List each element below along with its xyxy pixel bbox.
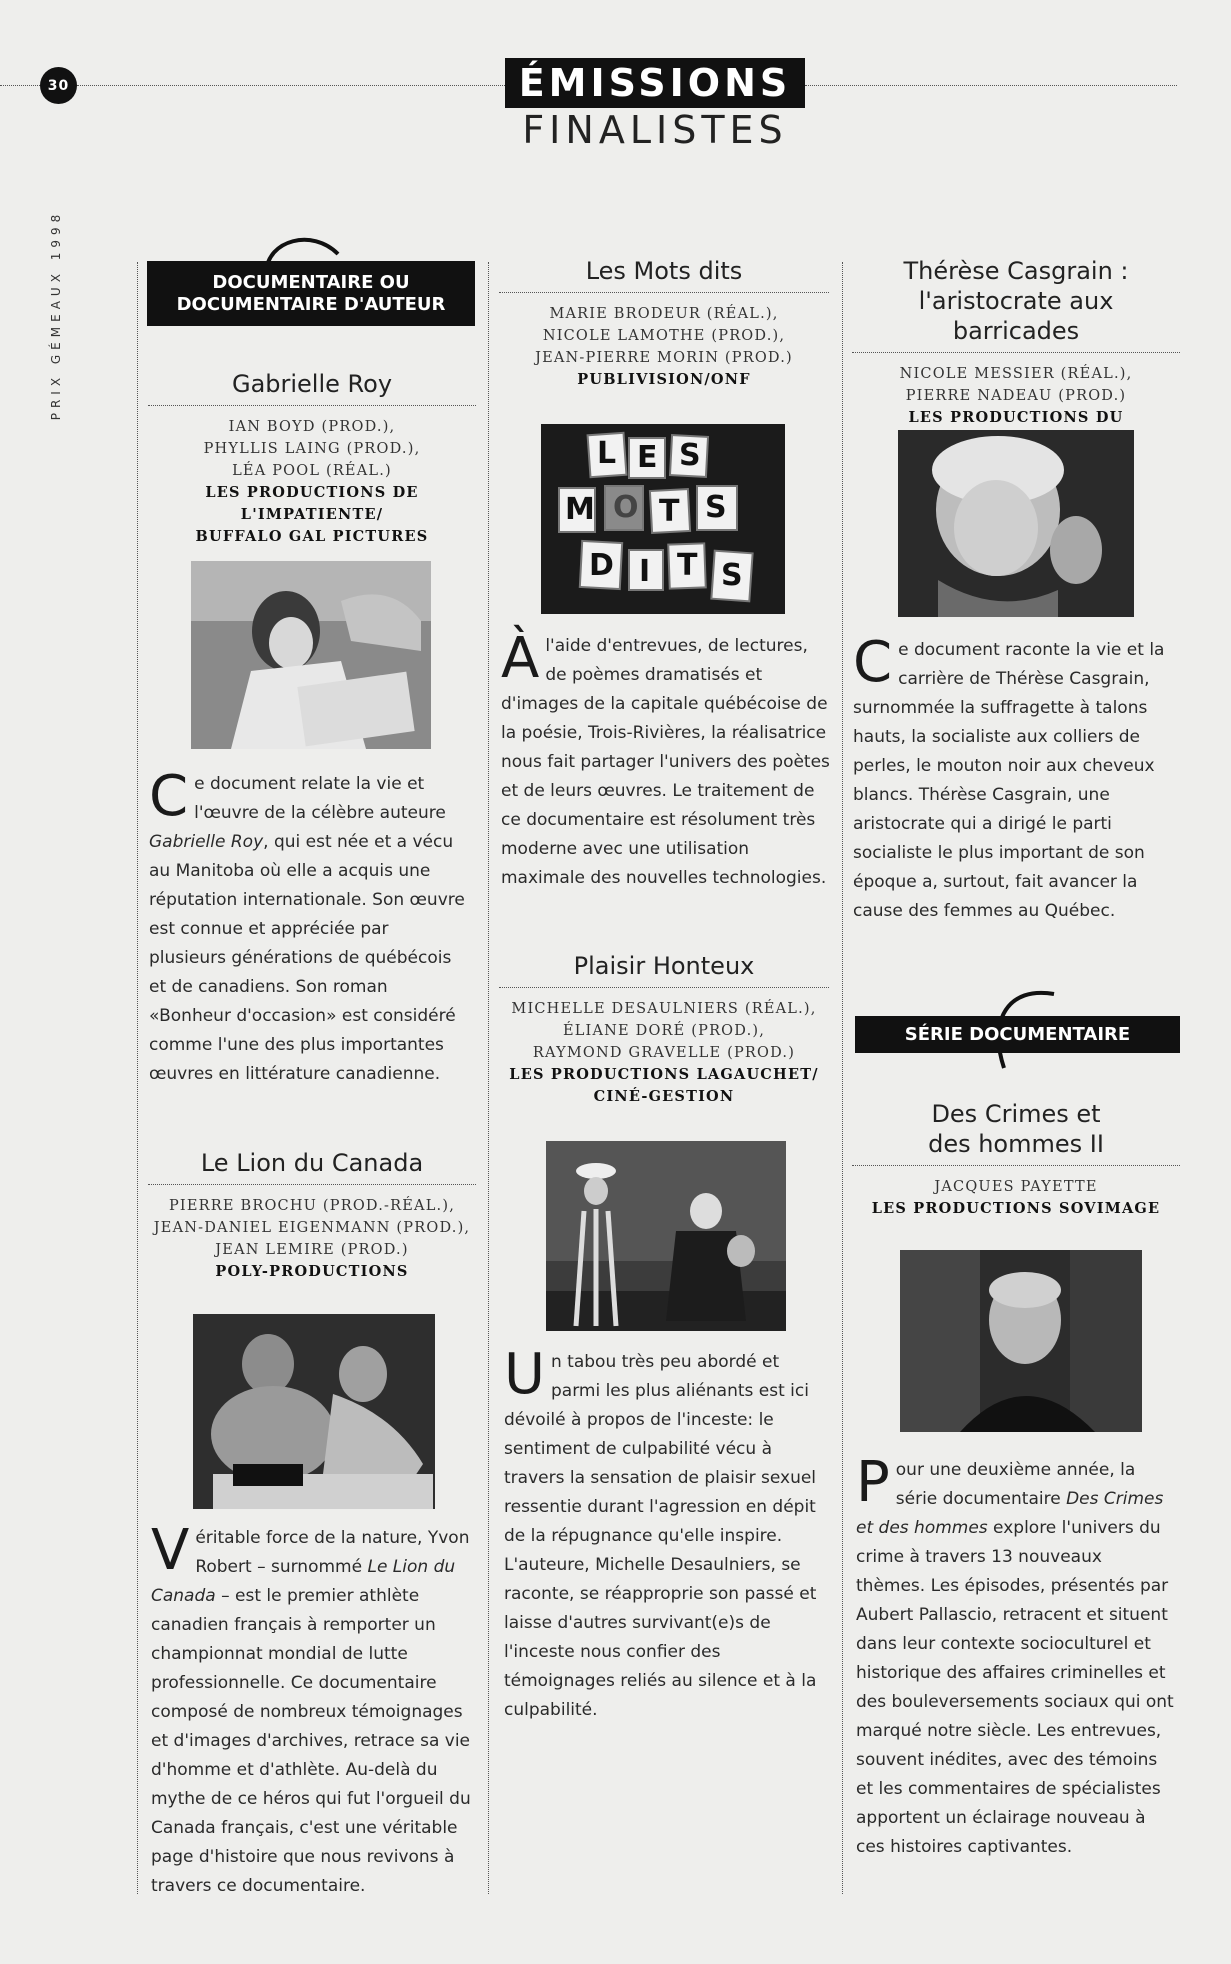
credit-line: NICOLE LAMOTHE (PROD.), bbox=[542, 328, 786, 344]
entry-plaisir-honteux bbox=[499, 951, 829, 1108]
page-number: 30 bbox=[40, 67, 77, 104]
body-gabrielle-roy bbox=[149, 764, 469, 1089]
entry-title: Les Mots dits bbox=[585, 257, 743, 285]
logo-letter: T bbox=[659, 494, 680, 529]
logo-letter: T bbox=[677, 548, 698, 583]
body-text-part: e document relate la vie et l'œuvre de la célèbre auteure bbox=[194, 774, 446, 823]
body-text-part: explore l'univers du crime à travers 13 nouveaux thèmes. Les épisodes, présentés par Aubert Pallascio, retracent et situent dans leur contexte socioculturel et historique des affaires criminelles et des bouleversements sociaux qui ont marqué notre siècle. Les entrevues, souvent inédites, avec des témoins et les commentaires de spécialistes apportent un éclairage nouveau à ces histoires captivantes. bbox=[856, 1518, 1174, 1857]
drop-cap: À bbox=[501, 626, 540, 691]
entry-le-lion-du-canada bbox=[148, 1148, 476, 1283]
credit-line: NICOLE MESSIER (RÉAL.), bbox=[899, 366, 1133, 382]
company-line: CINÉ-GESTION bbox=[593, 1088, 735, 1105]
body-text: l'aide d'entrevues, de lectures, de poèmes dramatisés et d'images de la capitale québécoise de la poésie, Trois-Rivières, la réalisatrice nous fait partager l'univers des poètes et de leurs œuvres. Le traitement de ce documentaire est résolument très moderne avec une utilisation maximale des nouvelles technologies. bbox=[501, 636, 830, 888]
entry-title-line1: Des Crimes et bbox=[931, 1100, 1101, 1128]
photo-les-mots-dits bbox=[541, 424, 785, 614]
body-plaisir-honteux bbox=[504, 1342, 830, 1725]
drop-cap: U bbox=[504, 1342, 545, 1407]
credit-line: MARIE BRODEUR (RÉAL.), bbox=[549, 306, 779, 322]
photo-therese-casgrain bbox=[898, 430, 1134, 617]
body-les-mots-dits bbox=[501, 626, 831, 893]
body-text-part: , qui est née et a vécu au Manitoba où elle a acquis une réputation internationale. Son œuvre est connue et appréciée par plusieurs générations de québécois et de canadiens. Son roman «Bonheur d'occasion» est considéré comme l'une des plus importantes œuvres en littérature canadienne. bbox=[149, 832, 465, 1084]
top-rule-middle bbox=[77, 85, 505, 86]
body-le-lion-du-canada bbox=[151, 1518, 471, 1901]
credit-line: JEAN LEMIRE (PROD.) bbox=[215, 1242, 409, 1258]
entry-rule bbox=[852, 1165, 1180, 1166]
credit-line: JACQUES PAYETTE bbox=[934, 1179, 1098, 1195]
entry-les-mots-dits bbox=[499, 256, 829, 391]
entry-title: Plaisir Honteux bbox=[573, 952, 755, 980]
body-text: e document raconte la vie et la carrière de Thérèse Casgrain, surnommée la suffragette à talons hauts, la socialiste aux colliers de perles, le mouton noir aux cheveux blancs. Thérèse Casgrain, une aristocrate qui a dirigé le parti socialiste le plus important de son époque a, surtout, fait avancer la cause des femmes au Québec. bbox=[853, 640, 1165, 921]
credit-line: PIERRE BROCHU (PROD.-RÉAL.), bbox=[168, 1198, 456, 1214]
logo-letter: O bbox=[613, 490, 639, 525]
entry-rule bbox=[852, 352, 1180, 353]
body-text-emphasis: Le Lion du Canada bbox=[151, 1557, 456, 1606]
logo-letter: S bbox=[721, 558, 743, 593]
body-text-part: our une deuxième année, la série documentaire bbox=[895, 1460, 1136, 1509]
entry-title-line2: l'aristocrate aux barricades bbox=[918, 287, 1114, 345]
photo-des-crimes-et-des-hommes bbox=[900, 1250, 1142, 1432]
top-rule-left bbox=[0, 85, 40, 86]
entry-rule bbox=[499, 987, 829, 988]
side-label-text: PRIX GÉMEAUX 1998 bbox=[49, 209, 63, 421]
entry-title-line1: Thérèse Casgrain : bbox=[903, 257, 1129, 285]
credit-line: LÉA POOL (RÉAL.) bbox=[232, 463, 392, 479]
credit-line: IAN BOYD (PROD.), bbox=[228, 419, 396, 435]
credit-line: RAYMOND GRAVELLE (PROD.) bbox=[532, 1045, 796, 1061]
column-divider-middle-left bbox=[488, 262, 489, 1894]
body-text: n tabou très peu abordé et parmi les plus aliénants est ici dévoilé à propos de l'inceste: le sentiment de culpabilité vécu à travers la sensation de plaisir sexuel ressentie durant l'agression en dépit de la répugnance qu'elle inspire. L'auteure, Michelle Desaulniers, se raconte, se réapproprie son passé et laisse d'autres survivant(e)s de l'inceste nous confier des témoignages reliés au silence et à la culpabilité. bbox=[504, 1352, 817, 1720]
page-title-line1: ÉMISSIONS bbox=[505, 58, 806, 108]
company-line: BUFFALO GAL PICTURES bbox=[195, 528, 429, 545]
section-label-line1: DOCUMENTAIRE OU bbox=[212, 271, 410, 293]
company-line: PUBLIVISION/ONF bbox=[577, 371, 751, 388]
logo-letter: S bbox=[679, 438, 701, 473]
body-text-part: – est le premier athlète canadien français à remporter un championnat mondial de lutte professionnelle. Ce documentaire composé de nombreux témoignages et d'images d'archives, retrace sa vie d'homme et d'athlète. Au-delà du mythe de ce héros qui fut l'orgueil du Canada français, c'est une véritable page d'histoire que nous revivons à travers ce documentaire. bbox=[151, 1586, 471, 1896]
body-text-emphasis: Des Crimes et des hommes bbox=[856, 1489, 1164, 1538]
logo-letter: E bbox=[637, 440, 658, 475]
drop-cap: C bbox=[853, 630, 893, 695]
credit-line: PHYLLIS LAING (PROD.), bbox=[203, 441, 421, 457]
company-line: POLY-PRODUCTIONS bbox=[215, 1263, 409, 1280]
logo-letter: L bbox=[597, 436, 617, 471]
section-label-series bbox=[855, 1016, 1180, 1053]
logo-letter: I bbox=[639, 554, 651, 589]
photo-gabrielle-roy bbox=[191, 561, 431, 749]
entry-rule bbox=[148, 1184, 476, 1185]
drop-cap: V bbox=[151, 1518, 190, 1583]
side-label bbox=[45, 200, 67, 430]
column-divider-middle-right bbox=[842, 262, 843, 1894]
page-title bbox=[500, 58, 810, 154]
body-des-crimes-et-des-hommes bbox=[856, 1450, 1176, 1862]
photo-plaisir-honteux bbox=[546, 1141, 786, 1331]
section-label-documentary bbox=[147, 261, 475, 326]
credit-line: PIERRE NADEAU (PROD.) bbox=[905, 388, 1127, 404]
top-rule-right bbox=[805, 85, 1177, 86]
entry-des-crimes-et-des-hommes bbox=[852, 1099, 1180, 1220]
body-text-emphasis: Gabrielle Roy bbox=[149, 832, 264, 852]
entry-gabrielle-roy bbox=[148, 369, 476, 548]
photo-le-lion-du-canada bbox=[193, 1314, 435, 1509]
logo-letter: D bbox=[589, 548, 614, 583]
column-divider-left bbox=[137, 262, 138, 1894]
drop-cap: P bbox=[856, 1450, 890, 1515]
entry-therese-casgrain bbox=[852, 256, 1180, 451]
page-title-line2: FINALISTES bbox=[522, 108, 788, 152]
entry-title-line2: des hommes II bbox=[928, 1130, 1104, 1158]
entry-rule bbox=[148, 405, 476, 406]
logo-letter: M bbox=[565, 492, 595, 527]
credit-line: JEAN-DANIEL EIGENMANN (PROD.), bbox=[153, 1220, 471, 1236]
credit-line: ÉLIANE DORÉ (PROD.), bbox=[562, 1023, 766, 1039]
drop-cap: C bbox=[149, 764, 189, 829]
company-line: LES PRODUCTIONS SOVIMAGE bbox=[871, 1200, 1161, 1217]
section-label-line2: DOCUMENTAIRE D'AUTEUR bbox=[176, 293, 446, 315]
entry-title: Le Lion du Canada bbox=[200, 1149, 424, 1177]
credit-line: JEAN-PIERRE MORIN (PROD.) bbox=[535, 350, 793, 366]
company-line: LES PRODUCTIONS DU bbox=[908, 409, 1124, 426]
logo-letter: S bbox=[705, 490, 727, 525]
body-therese-casgrain bbox=[853, 630, 1173, 926]
company-line: LES PRODUCTIONS DE L'IMPATIENTE/ bbox=[205, 484, 419, 523]
credit-line: MICHELLE DESAULNIERS (RÉAL.), bbox=[511, 1001, 817, 1017]
entry-rule bbox=[499, 292, 829, 293]
section-label-text: SÉRIE DOCUMENTAIRE bbox=[904, 1023, 1131, 1045]
company-line: LES PRODUCTIONS LAGAUCHET/ bbox=[509, 1066, 819, 1083]
body-text-part: éritable force de la nature, Yvon Robert – surnommé bbox=[195, 1528, 470, 1577]
entry-title: Gabrielle Roy bbox=[231, 370, 393, 398]
